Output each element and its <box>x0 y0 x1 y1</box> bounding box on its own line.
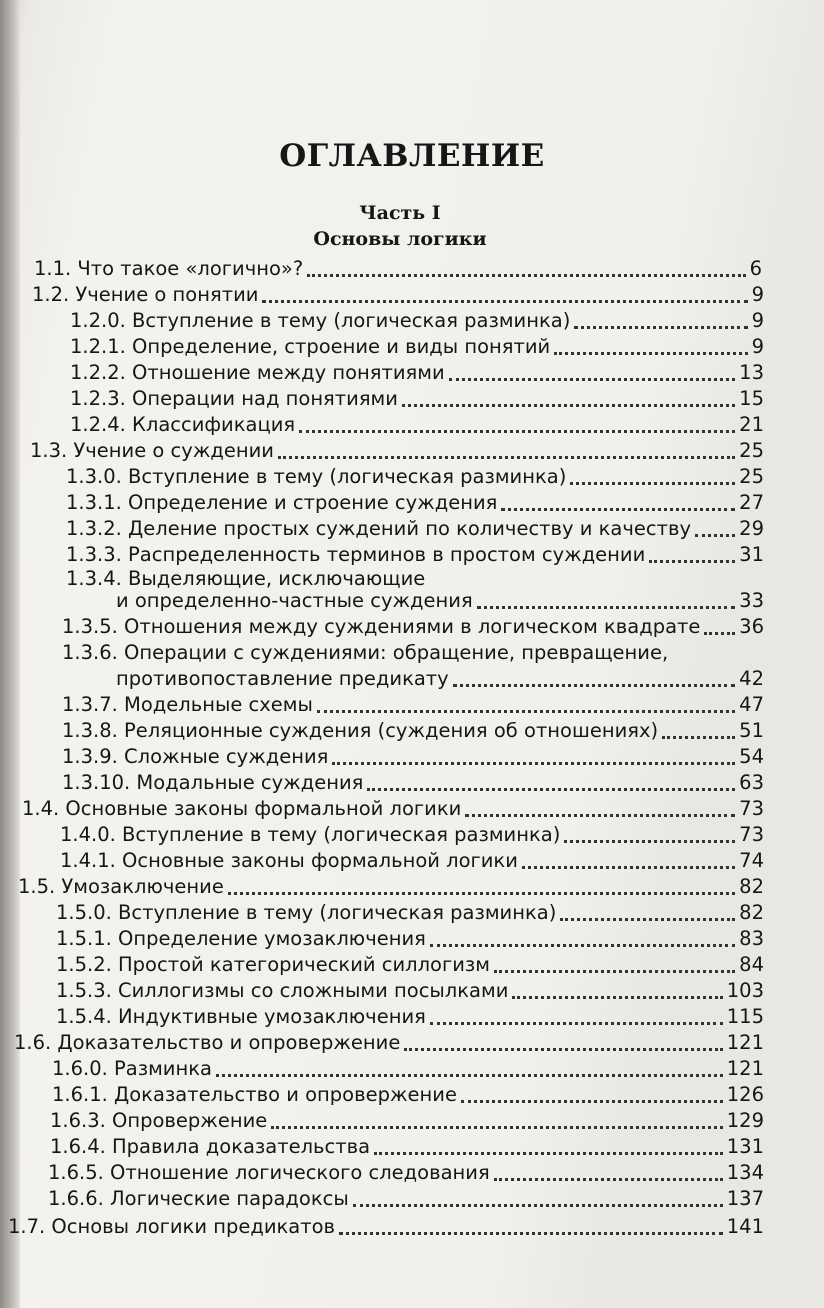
toc-leader-dots <box>228 891 735 895</box>
toc-entry-label: 1.5. Умозаключение <box>18 875 224 898</box>
toc-leader-dots <box>704 631 735 635</box>
part-heading: Часть I <box>359 202 441 224</box>
toc-entry-page: 54 <box>739 745 764 768</box>
toc-entry[interactable] <box>70 308 764 334</box>
toc-entry-page: 9 <box>751 335 764 358</box>
toc-entry-label: 1.3. Учение о суждении <box>30 439 274 462</box>
toc-leader-dots <box>554 351 747 355</box>
toc-entry[interactable] <box>56 926 764 952</box>
toc-leader-dots <box>494 1177 723 1181</box>
toc-entry-label: 1.3.8. Реляционные суждения (суждения об отношениях) <box>62 719 659 742</box>
toc-entry[interactable] <box>52 1056 764 1082</box>
toc-entry[interactable] <box>62 614 764 640</box>
toc-entry-page: 15 <box>739 387 764 410</box>
toc-entry-label: 1.6.5. Отношение логического следования <box>48 1161 490 1184</box>
toc-entry-label: 1.3.1. Определение и строение суждения <box>66 491 498 514</box>
toc-leader-dots <box>332 761 735 765</box>
toc-entry[interactable] <box>50 1134 764 1160</box>
toc-leader-dots <box>262 299 747 303</box>
toc-entry[interactable] <box>70 386 764 412</box>
toc-entry-page: 129 <box>726 1109 764 1132</box>
toc-entry[interactable] <box>52 1082 764 1108</box>
toc-leader-dots <box>374 1151 723 1155</box>
toc-entry[interactable] <box>66 542 764 568</box>
toc-entry-page: 73 <box>739 823 764 846</box>
toc-entry-page: 126 <box>726 1083 764 1106</box>
toc-entry-label: 1.4.1. Основные законы формальной логики <box>60 849 518 872</box>
toc-entry-label: 1.3.6. Операции с суждениями: обращение, превращение, <box>62 641 669 664</box>
toc-leader-dots <box>477 605 735 609</box>
toc-entry-page: 13 <box>739 361 764 384</box>
toc-entry-label: 1.6.6. Логические парадоксы <box>48 1187 349 1210</box>
toc-entry[interactable] <box>70 360 764 386</box>
toc-entry-label: 1.4.0. Вступление в тему (логическая разминка) <box>60 823 561 846</box>
toc-entry-page: 82 <box>739 901 764 924</box>
toc-entry[interactable] <box>70 334 764 360</box>
toc-entry[interactable] <box>14 1030 764 1056</box>
toc-entry-label: 1.6.3. Опровержение <box>50 1109 268 1132</box>
toc-entry[interactable] <box>56 952 764 978</box>
toc-entry[interactable] <box>8 1214 764 1240</box>
toc-entry-page: 51 <box>739 719 764 742</box>
toc-entry-page: 36 <box>739 615 764 638</box>
toc-entry[interactable] <box>116 666 764 692</box>
toc-entry[interactable] <box>66 490 764 516</box>
toc-entry-page: 33 <box>739 589 764 612</box>
toc-entry[interactable] <box>48 1186 764 1212</box>
toc-entry[interactable] <box>62 744 764 770</box>
toc-leader-dots <box>570 481 735 485</box>
toc-leader-dots <box>353 1203 723 1207</box>
toc-entry-label: 1.2.0. Вступление в тему (логическая разминка) <box>70 309 571 332</box>
toc-leader-dots <box>461 1099 723 1103</box>
toc-entry[interactable] <box>22 796 764 822</box>
toc-leader-dots <box>278 455 735 459</box>
toc-leader-dots <box>271 1125 722 1129</box>
toc-leader-dots <box>430 1021 723 1025</box>
toc-entry[interactable] <box>32 282 764 308</box>
toc-leader-dots <box>317 709 735 713</box>
toc-entry-label: 1.1. Что такое «логично»? <box>34 257 304 280</box>
toc-leader-dots <box>465 813 735 817</box>
toc-entry-page: 103 <box>726 979 764 1002</box>
toc-entry-label: 1.2. Учение о понятии <box>32 283 259 306</box>
toc-entry-page: 25 <box>739 439 764 462</box>
toc-leader-dots <box>649 559 735 563</box>
toc-leader-dots <box>430 943 735 947</box>
toc-entry-page: 137 <box>726 1187 764 1210</box>
toc-entry-label: 1.5.2. Простой категорический силлогизм <box>56 953 490 976</box>
toc-entry[interactable] <box>70 412 764 438</box>
toc-leader-dots <box>494 969 735 973</box>
toc-entry-page: 73 <box>739 797 764 820</box>
toc-entry-label: 1.3.4. Выделяющие, исключающие <box>66 567 426 590</box>
toc-entry[interactable] <box>18 874 764 900</box>
toc-entry[interactable] <box>66 464 764 490</box>
toc-leader-dots <box>449 377 736 381</box>
toc-leader-dots <box>453 683 735 687</box>
toc-entry[interactable] <box>56 978 764 1004</box>
toc-entry-label: 1.5.3. Силлогизмы со сложными посылками <box>56 979 509 1002</box>
toc-entry-label: 1.3.5. Отношения между суждениями в логическом квадрате <box>62 615 701 638</box>
toc-entry[interactable] <box>34 256 762 282</box>
toc-entry-label: 1.3.3. Распределенность терминов в простом суждении <box>66 543 646 566</box>
toc-leader-dots <box>662 735 735 739</box>
toc-leader-dots <box>522 865 735 869</box>
toc-entry-page: 82 <box>739 875 764 898</box>
toc-entry[interactable] <box>56 900 764 926</box>
toc-entry-label: 1.2.1. Определение, строение и виды понятий <box>70 335 551 358</box>
toc-entry-label: 1.3.10. Модальные суждения <box>62 771 364 794</box>
toc-entry-page: 131 <box>726 1135 764 1158</box>
toc-leader-dots <box>339 1231 723 1235</box>
toc-entry-page: 134 <box>726 1161 764 1184</box>
toc-entry-label: 1.6. Доказательство и опровержение <box>14 1031 401 1054</box>
toc-entry-page: 63 <box>739 771 764 794</box>
toc-entry-page: 6 <box>749 257 762 280</box>
toc-entry-label: 1.7. Основы логики предикатов <box>8 1215 335 1238</box>
toc-entry[interactable] <box>66 516 764 542</box>
toc-entry-page: 21 <box>739 413 764 436</box>
part-subtitle: Основы логики <box>313 228 487 250</box>
toc-entry-page: 42 <box>739 667 764 690</box>
toc-leader-dots <box>695 533 735 537</box>
toc-entry-label-continued: противопоставление предикату <box>116 667 449 690</box>
toc-leader-dots <box>307 273 745 277</box>
toc-entry-page: 29 <box>739 517 764 540</box>
toc-entry-label: 1.2.4. Классификация <box>70 413 296 436</box>
toc-entry-page: 121 <box>726 1031 764 1054</box>
toc-entry-label: 1.2.2. Отношение между понятиями <box>70 361 445 384</box>
toc-leader-dots <box>574 325 747 329</box>
toc-entry-page: 115 <box>726 1005 764 1028</box>
toc-entry-page: 31 <box>739 543 764 566</box>
toc-entry-label: 1.3.9. Сложные суждения <box>62 745 329 768</box>
toc-entry[interactable] <box>60 848 764 874</box>
toc-entry-page: 9 <box>751 283 764 306</box>
toc-entry-label: 1.2.3. Операции над понятиями <box>70 387 398 410</box>
toc-entry-page: 25 <box>739 465 764 488</box>
toc-entry-label: 1.5.0. Вступление в тему (логическая разминка) <box>56 901 557 924</box>
toc-entry-label: 1.6.1. Доказательство и опровержение <box>52 1083 457 1106</box>
toc-leader-dots <box>404 1047 722 1051</box>
toc-entry-page: 9 <box>751 309 764 332</box>
toc-leader-dots <box>501 507 735 511</box>
toc-entry[interactable] <box>62 770 764 796</box>
toc-leader-dots <box>402 403 735 407</box>
toc-entry-page: 27 <box>739 491 764 514</box>
toc-entry[interactable] <box>30 438 764 464</box>
toc-entry-page: 121 <box>726 1057 764 1080</box>
toc-entry-page: 47 <box>739 693 764 716</box>
toc-entry-label: 1.3.2. Деление простых суждений по количеству и качеству <box>66 517 691 540</box>
toc-entry-label: 1.3.0. Вступление в тему (логическая разминка) <box>66 465 567 488</box>
toc-entry[interactable] <box>62 692 764 718</box>
toc-entry[interactable] <box>56 1004 764 1030</box>
toc-entry[interactable] <box>60 822 764 848</box>
toc-leader-dots <box>216 1073 723 1077</box>
toc-entry-page: 83 <box>739 927 764 950</box>
toc-entry-label: 1.6.0. Разминка <box>52 1057 212 1080</box>
toc-entry[interactable] <box>48 1160 764 1186</box>
toc-entry-page: 141 <box>726 1215 764 1238</box>
page-title: ОГЛАВЛЕНИЕ <box>279 138 545 174</box>
toc-entry-label: 1.4. Основные законы формальной логики <box>22 797 462 820</box>
toc-entry-label: 1.5.1. Определение умозаключения <box>56 927 426 950</box>
toc-entry[interactable] <box>116 588 764 614</box>
toc-entry-label: 1.5.4. Индуктивные умозаключения <box>56 1005 426 1028</box>
toc-leader-dots <box>512 995 722 999</box>
toc-entry-page: 74 <box>739 849 764 872</box>
toc-entry-label-continued: и определенно-частные суждения <box>116 589 473 612</box>
toc-leader-dots <box>299 429 735 433</box>
toc-leader-dots <box>564 839 735 843</box>
toc-entry[interactable] <box>50 1108 764 1134</box>
toc-entry-label: 1.3.7. Модельные схемы <box>62 693 313 716</box>
toc-leader-dots <box>560 917 735 921</box>
toc-leader-dots <box>367 787 735 791</box>
toc-entry-page: 84 <box>739 953 764 976</box>
toc-entry[interactable] <box>62 718 764 744</box>
toc-entry-label: 1.6.4. Правила доказательства <box>50 1135 371 1158</box>
